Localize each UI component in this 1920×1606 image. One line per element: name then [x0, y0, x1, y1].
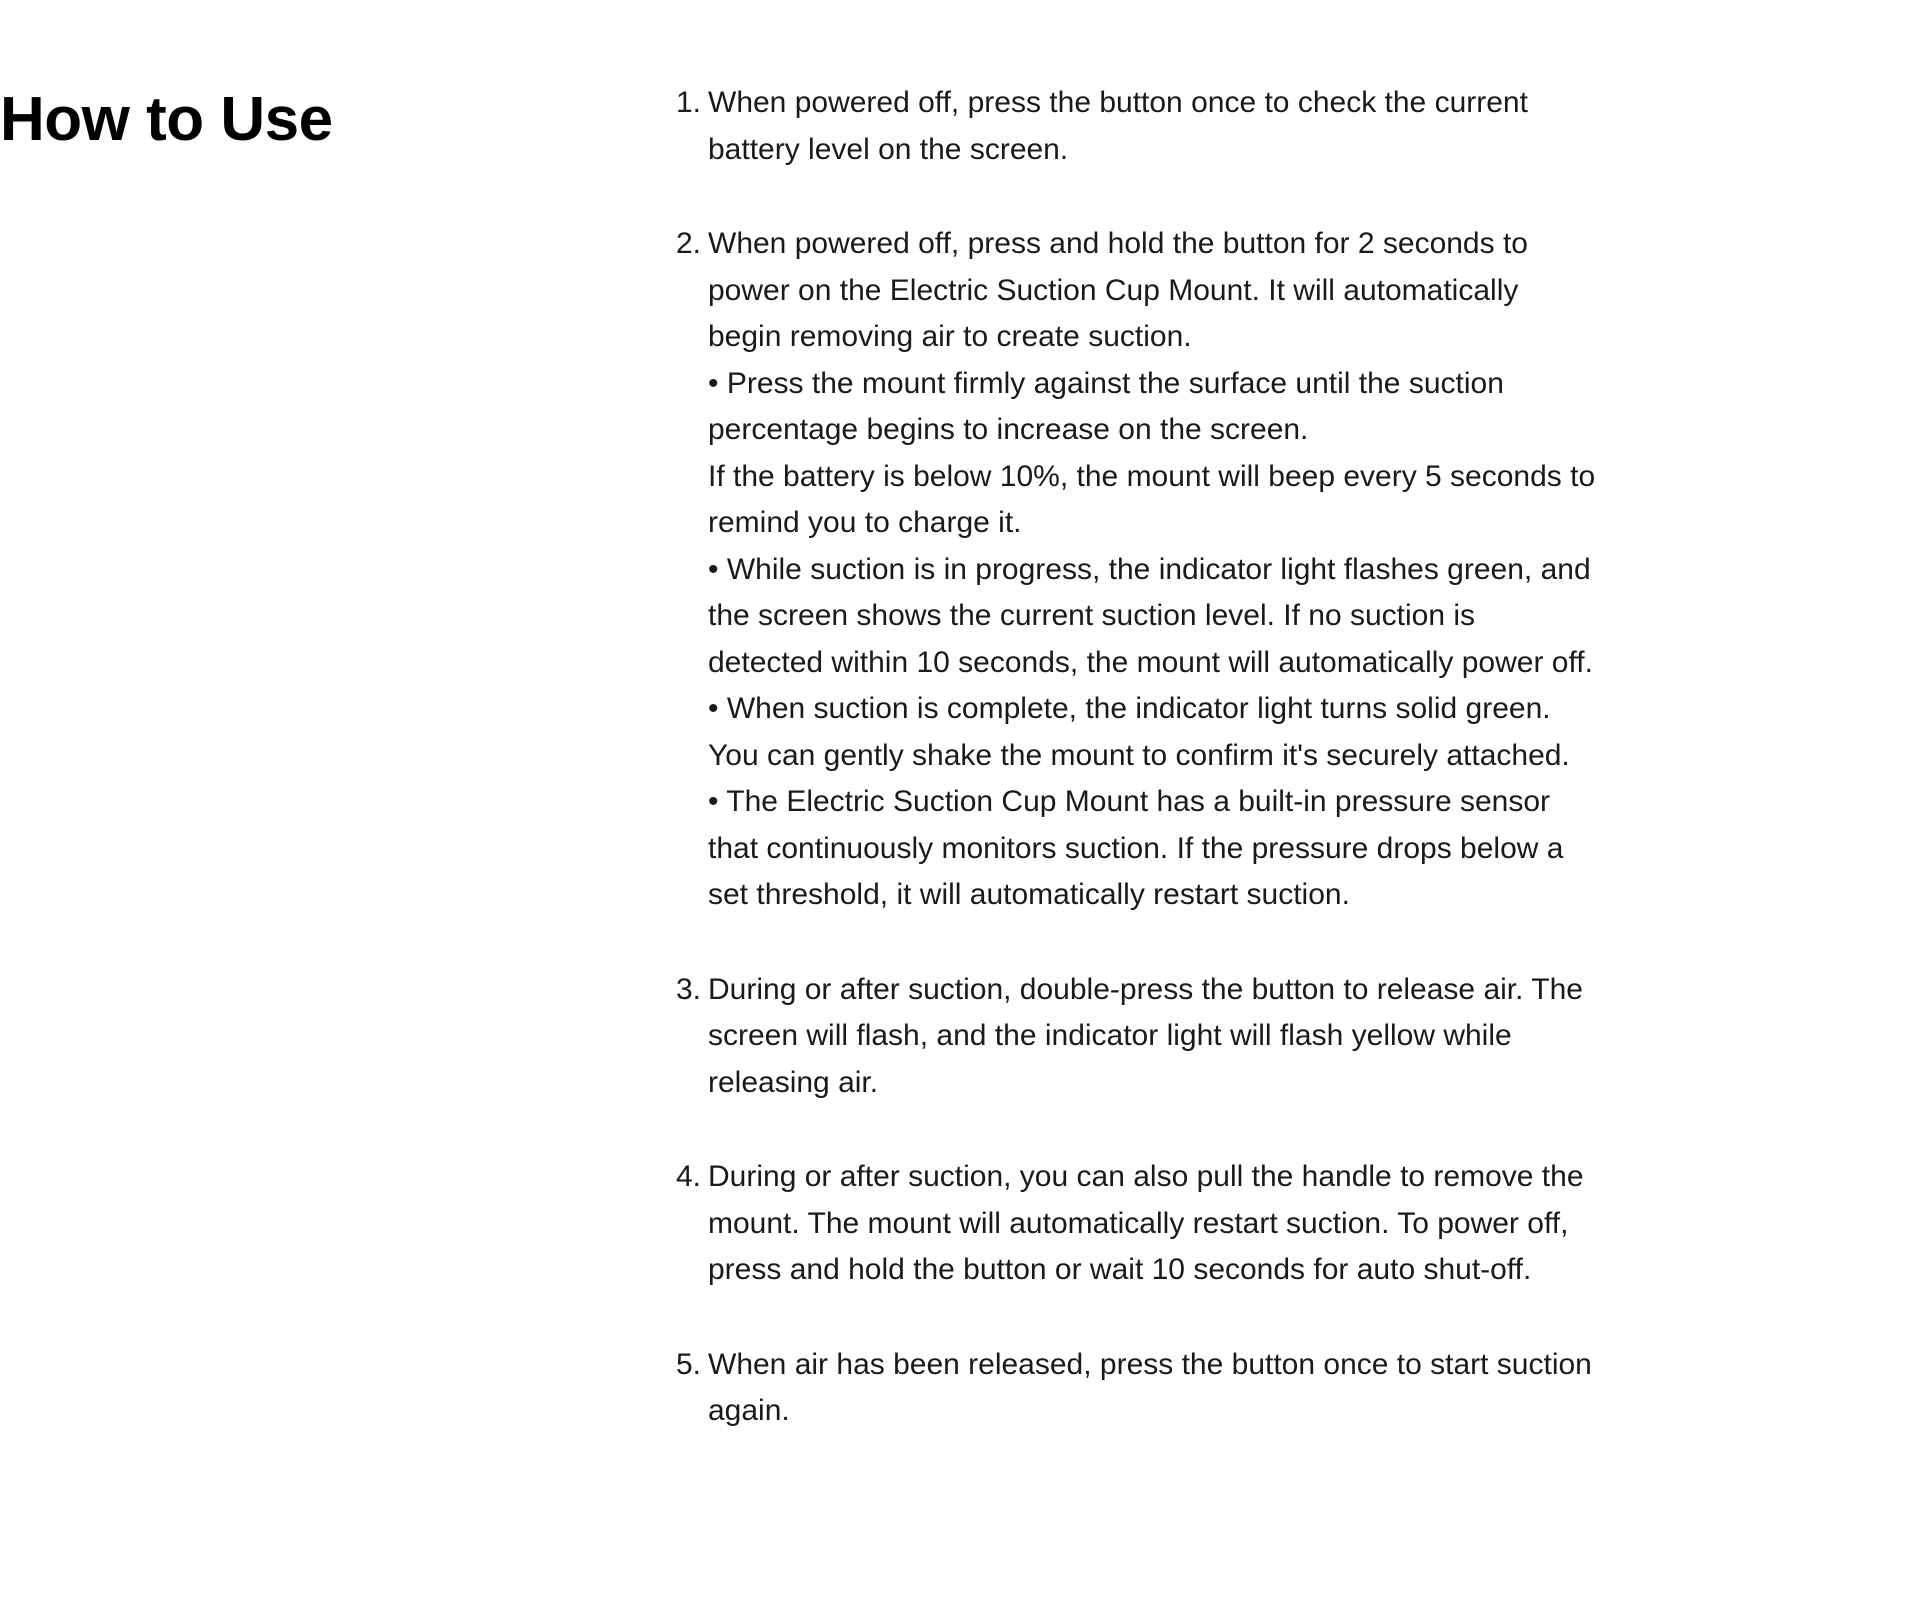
- step-number: 4.: [676, 1160, 702, 1193]
- step-bullet-press-mount: • Press the mount firmly against the surface until the suction percentage begins to increase on the screen.: [708, 366, 1504, 446]
- step-note-battery: If the battery is below 10%, the mount will beep every 5 seconds to remind you to charge it.: [708, 459, 1596, 539]
- step-number: 5.: [676, 1347, 702, 1381]
- step-text: When air has been released, press the button once to start suction again.: [708, 1347, 1592, 1427]
- step-text: During or after suction, double-press the button to release air. The screen will flash, and the indicator light will flash yellow while releasing air.: [708, 972, 1583, 1099]
- step-4: [676, 1154, 1596, 1294]
- step-5: [676, 1342, 1596, 1435]
- step-3: [676, 967, 1596, 1107]
- step-number: 2.: [676, 227, 702, 260]
- step-bullet-suction-complete: • When suction is complete, the indicator light turns solid green. You can gently shake the mount to confirm it's securely attached.: [708, 692, 1570, 772]
- step-text: When powered off, press and hold the button for 2 seconds to power on the Electric Suction Cup Mount. It will automatically begin removing air to create suction.: [708, 227, 1528, 353]
- step-number: 3.: [676, 972, 702, 1006]
- step-number: 1.: [676, 86, 702, 119]
- step-bullet-suction-progress: • While suction is in progress, the indicator light flashes green, and the screen shows the current suction level. If no suction is detected within 10 seconds, the mount will automatically power off.: [708, 552, 1593, 679]
- step-text: When powered off, press the button once to check the current battery level on the screen.: [708, 86, 1528, 166]
- step-2: [676, 221, 1596, 919]
- page-title: How to Use: [0, 85, 333, 154]
- step-text: During or after suction, you can also pull the handle to remove the mount. The mount will automatically restart suction. To power off, press and hold the button or wait 10 seconds for auto shut-off.: [708, 1160, 1584, 1286]
- instruction-list: [676, 80, 1596, 1483]
- step-bullet-pressure-sensor: • The Electric Suction Cup Mount has a built-in pressure sensor that continuously monitors suction. If the pressure drops below a set threshold, it will automatically restart suction.: [708, 785, 1564, 911]
- step-1: [676, 80, 1596, 173]
